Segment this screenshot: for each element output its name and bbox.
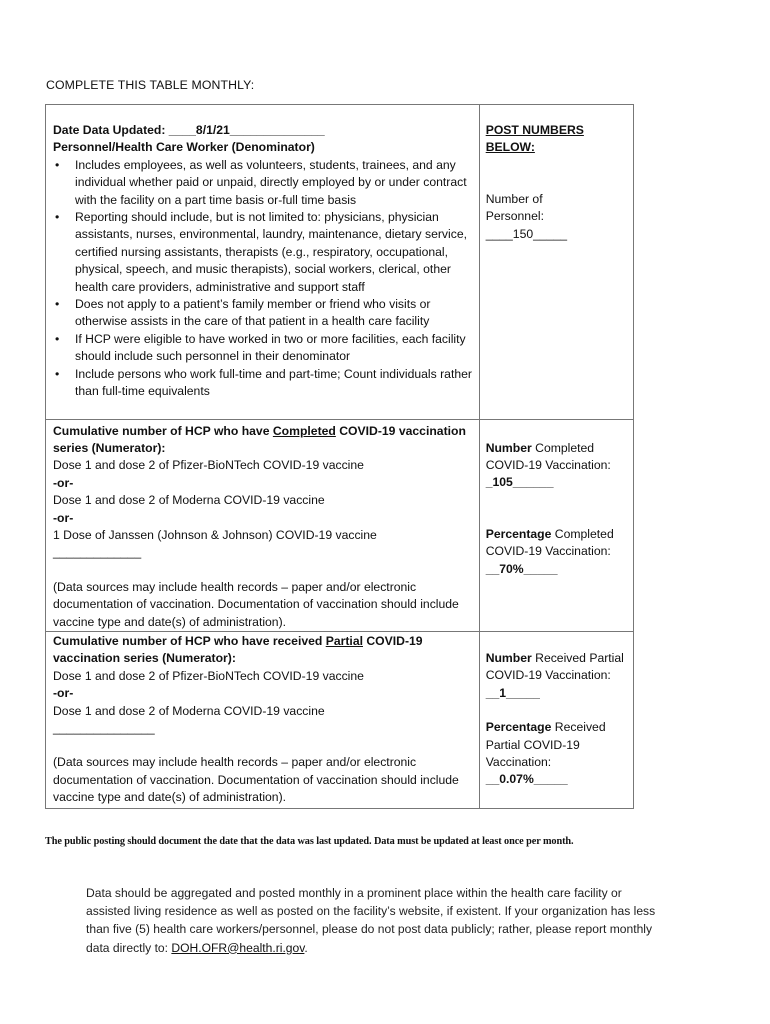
partial-or: -or- [53,686,74,701]
date-updated-label: Date Data Updated: ____8/1/21______________ [53,123,325,137]
instructions-paragraph: Data should be aggregated and posted monthly in a prominent place within the health care facility or assisted living residence as well as posted on the facility’s website, if existent. If your organization has less than five (5) health care workers/personnel, please do not post data publicly; rather, please report monthly data directly to: DOH.OFR@health.ri.gov. [86,886,656,955]
completed-number-value: _105______ [485,475,554,490]
completed-numbers-cell [479,419,633,631]
monthly-data-table [45,104,634,809]
denominator-cell [46,105,480,420]
page-heading: COMPLETE THIS TABLE MONTHLY: [46,78,255,92]
partial-option-moderna: Dose 1 and dose 2 of Moderna COVID-19 vaccine [53,703,325,718]
partial-number-value: __1_____ [485,685,540,700]
completed-data-sources-note: (Data sources may include health records – paper and/or electronic documentation of vaccination. Documentation of vaccination should include vaccine type and date(s) of administration). [53,579,459,629]
bullet-icon: • [55,210,60,225]
bullet-item: • If HCP were eligible to have worked in two or more facilities, each facility should include such personnel in their denominator [55,331,466,364]
partial-row [46,631,634,808]
completed-description-cell [46,419,480,631]
completed-blank-line: _____________ [53,545,142,560]
denominator-bullet-list [53,157,473,401]
bullet-item: • Does not apply to a patient’s family member or friend who visits or otherwise assists in the care of that patient in a health care facility [55,297,431,329]
personnel-label-line1: Number of [485,191,543,206]
completed-number-field: Number Completed COVID-19 Vaccination: _105______ [485,440,611,490]
partial-data-sources-note: (Data sources may include health records – paper and/or electronic documentation of vaccination. Documentation of vaccination should include vaccine type and date(s) of administration). [53,755,459,805]
partial-title: Cumulative number of HCP who have received Partial COVID-19 vaccination series (Numerator): [53,633,423,666]
post-numbers-header: POST NUMBERS BELOW: [485,123,584,155]
completed-option-pfizer: Dose 1 and dose 2 of Pfizer-BioNTech COVID-19 vaccine [53,458,364,473]
completed-or-2: -or- [53,510,74,525]
completed-option-moderna: Dose 1 and dose 2 of Moderna COVID-19 vaccine [53,493,325,508]
bullet-item: • Reporting should include, but is not limited to: physicians, physician assistants, nurses, environmental, laundry, maintenance, dietary service, certified nursing assistants, therapists (e.g., respiratory, occupational, physical, speech, and music therapists), social workers, clerical, other health care providers, administrative and support staff [55,210,467,294]
posting-footnote: The public posting should document the date that the data was last updated. Data must be updated at least once per month. [45,836,574,847]
completed-title: Cumulative number of HCP who have Completed COVID-19 vaccination series (Numerator): [53,423,466,455]
completed-percentage-value: __70%_____ [485,561,558,576]
completed-row [46,419,634,631]
denominator-row [46,105,634,420]
bullet-icon: • [55,297,60,312]
bullet-item: • Includes employees, as well as volunteers, students, trainees, and any individual whether paid or unpaid, directly employed by or under contract with the facility on a part time basis or-full time basis [55,157,467,207]
completed-percentage-field: Percentage Completed COVID-19 Vaccination: [485,526,614,559]
completed-or-1: -or- [53,475,74,490]
partial-numbers-cell [479,631,633,808]
bullet-icon: • [55,157,60,172]
personnel-value: ____150_____ [485,226,568,241]
partial-percentage-field: Percentage Received Partial COVID-19 Vaccination: [485,720,606,769]
partial-blank-line: _______________ [53,721,155,735]
partial-description-cell [46,631,480,808]
denominator-title: Personnel/Health Care Worker (Denominator) [53,140,315,155]
post-numbers-cell [479,105,633,420]
partial-option-pfizer: Dose 1 and dose 2 of Pfizer-BioNTech COVID-19 vaccine [53,668,364,683]
partial-number-field: Number Received Partial COVID-19 Vaccination: __1_____ [485,650,624,700]
completed-option-janssen: 1 Dose of Janssen (Johnson & Johnson) COVID-19 vaccine [53,527,377,542]
doh-email-link[interactable]: DOH.OFR@health.ri.gov [171,940,305,955]
bullet-item: • Include persons who work full-time and part-time; Count individuals rather than full-time equivalents [55,366,472,399]
personnel-label-line2: Personnel: [485,209,544,224]
bullet-icon: • [55,331,60,346]
bullet-icon: • [55,366,60,381]
partial-percentage-value: __0.07%_____ [485,772,568,787]
